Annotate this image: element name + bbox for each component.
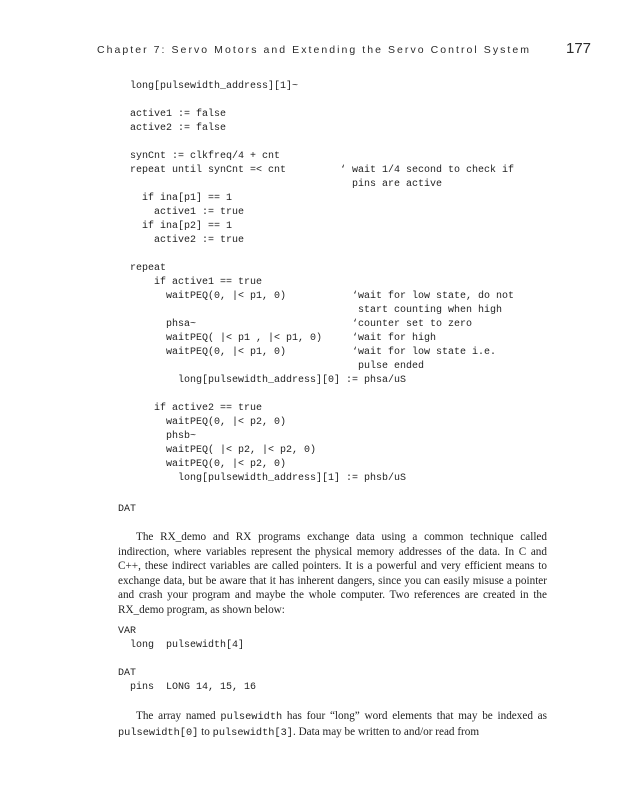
- inline-code: pulsewidth: [220, 711, 283, 723]
- indirection-paragraph: The RX_demo and RX programs exchange data using a common technique called indirection, where variables represent the physical memory addresses of the data. In C and C++, these indirect variables are called pointers. It is a powerful and very efficient means to exchange data, but be aware that it has inherent dangers, since you can easily misuse a pointer and crash your program and maybe the whole computer. Two references are created in the RX_demo program, as shown below:: [118, 531, 547, 616]
- paragraph-text: . Data may be written to and/or read from: [292, 725, 480, 738]
- inline-code: pulsewidth[0]: [118, 726, 199, 739]
- paragraph-text: to: [198, 725, 213, 738]
- inline-code: pulsewidth[3]: [212, 726, 293, 739]
- running-header: Chapter 7: Servo Motors and Extending the Servo Control System: [97, 44, 532, 56]
- pulsewidth-array-paragraph: [118, 709, 547, 740]
- code-listing-servo-loop: long[pulsewidth_address][1]~ active1 := false active2 := false synCnt := clkfreq/4 + cnt repeat until synCnt =< cnt ‘ wait 1/4 second to check if pins are active if ina[p1] == 1 active1 := true if ina[p2] == 1 active2 := true repeat if active1 == true waitPEQ(0, |< p1, 0) ‘wait for low state, do not start counting when high phsa~ ‘counter set to zero waitPEQ( |< p1 , |< p1, 0) ‘wait for high waitPEQ(0, |< p1, 0) ‘wait for low state i.e. pulse ended long[pulsewidth_address][0] := phsa/uS if active2 == true waitPEQ(0, |< p2, 0) phsb~ waitPEQ( |< p2, |< p2, 0) waitPEQ(0, |< p2, 0) long[pulsewidth_address][1] := phsb/uS: [130, 81, 515, 484]
- paragraph-text: has four “long” word elements that may be indexed as: [282, 710, 547, 722]
- code-listing-var-dat: VAR long pulsewidth[4] DAT pins LONG 14, 15, 16: [118, 626, 257, 693]
- dat-section-label: DAT: [118, 504, 137, 515]
- paragraph-text: The array named: [136, 710, 221, 722]
- page-number: 177: [566, 40, 592, 57]
